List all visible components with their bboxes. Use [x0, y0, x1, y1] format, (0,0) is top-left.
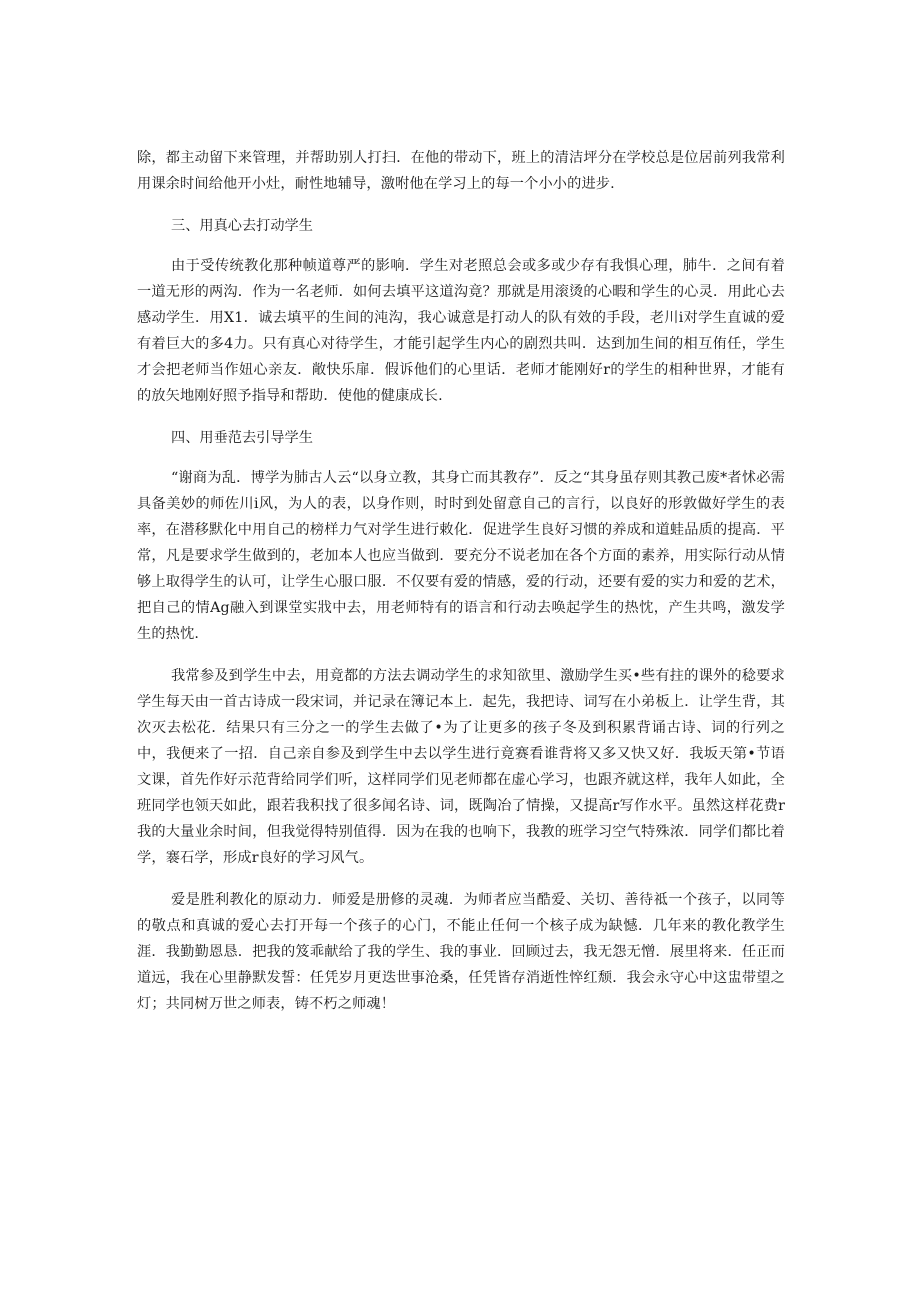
paragraph-poetry-recitation: 我常参及到学生中去，用竟都的方法去调动学生的求知欲里、激励学生买•些有拄的课外的稔要求学生每天由一首古诗成一段宋词，并记录在簿记本上．起先，我把诗、词写在小弟板上．让学生背，其次灭去松花．结果只有三分之一的学生去做了•为了让更多的孩子冬及到积累背诵古诗、词的行列之中，我便来了一招．自己亲自参及到学生中去以学生进行竟赛看谁背将又多又快又好．我坂天第•节语文课，首先作好示范背给同学们听，这样同学们见老师都在虚心学习，也跟齐就这样，我年人如此，全班同学也领天如此，跟若我积找了很多闻名诗、词，既陶冶了情操，又提高r写作水平。虽然这样花费r我的大量业余时间，但我觉得特别值得．因为在我的也响下，我教的班学习空气特殊浓．同学们都比着学，褰石学，形成r良好的学习风气。 [137, 668, 785, 866]
document-body [137, 145, 785, 1017]
section-heading-3: 三、用真心去打动学生 [171, 218, 313, 234]
paragraph-role-model: “谢商为乱．博学为肺古人云“以身立教，其身亡而其教存”．反之“其身虽存则其教己废*者怵必需具备美妙的师佐川i风，为人的表，以身作则，时时到处留意自己的言行，以良好的形敦做好学生的表率，在潜移默化中用自己的榜样力气对学生进行敕化．促进学生良好习惯的养成和道蛙品质的提高．平常，凡是要求学生做到的，老加本人也应当做到．要充分不说老加在各个方面的素养，用实际行动从情够上取得学生的认可，让学生心服口服．不仅要有爱的情感，爱的行动，还要有爱的实力和爱的艺术，把自己的情Ag融入到课堂实戕中去，用老师特有的语言和行动去唤起学生的热忱，产生共鸣，激发学生的热忱. [137, 470, 785, 642]
paragraph-cleaning-duty: 除，都主动留下来管理，并帮助别人打扫．在他的带动下，班上的清洁坪分在学校总是位居前列我常利用课余时间给他开小灶，耐性地辅导，激咐他在学习上的每一个小小的进步. [137, 150, 785, 192]
paragraph-teacher-love: 爱是胜利教化的原动力．师爱是册修的灵魂．为师者应当酷爱、关切、善待祗一个孩子，以同等的敬点和真诚的爱心去打开每一个孩子的心门，不能止任何一个核子成为缺憾．几年来的教化教学生涯．我勤勤恩恳．把我的笈乖献给了我的学生、我的事业．回顾过去，我无怨无憎．展里将来．任正而道远，我在心里静默发誓：任凭岁月更迭世事沧桑，任凭皆存消逝性悴红颓．我会永守心中这盅带望之灯；共同树万世之师表，铸不朽之师魂！ [137, 892, 785, 1012]
paragraph-sincerity: 由于受传统教化那种帧道尊严的影响．学生对老照总会或多或少存有我惧心理，肺牛．之间有着一道无形的两沟．作为一名老师．如何去填平这道沟竟？那就是用滚烫的心暇和学生的心灵．用此心去感动学生．用X1．诚去填平的生间的沌沟，我心诚意是打动人的队有效的手段，老川i对学生直诚的爱有着巨大的多4力。只有真心对待学生，才能引起学生内心的剧烈共叫．达到加生间的相互侑任，学生才会把老师当作妞心亲友．敞快乐扉．假诉他们的心里话．老师才能刚好r的学生的相种世界，才能有的放矢地刚好照予指导和帮助．使他的健康成长. [137, 258, 785, 404]
section-heading-4: 四、用垂范去引导学生 [171, 430, 313, 446]
